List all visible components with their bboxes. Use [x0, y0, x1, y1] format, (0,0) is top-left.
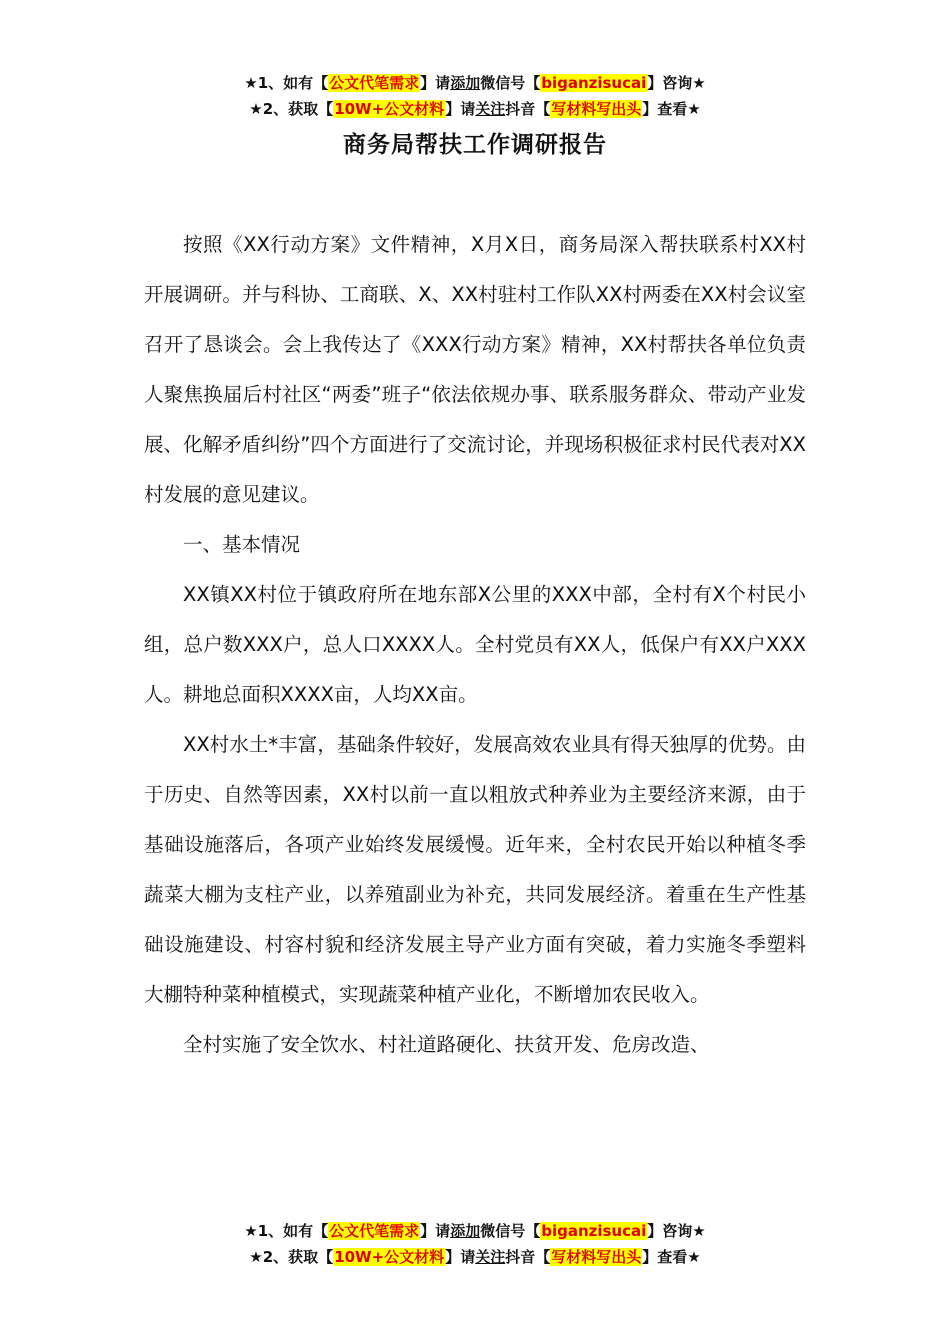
banner-line-1: ★1、如有【公文代笔需求】请添加微信号【biganzisucai】咨询★ [244, 74, 706, 92]
highlight-service: 公文代笔需求 [329, 74, 420, 92]
paragraph-development: XX村水土*丰富，基础条件较好，发展高效农业具有得天独厚的优势。由于历史、自然等因素，XX村以前一直以粗放式种养业为主要经济来源，由于基础设施落后，各项产业始终发展缓慢。近年来，全村农民开始以种植冬季蔬菜大棚为支柱产业，以养殖副业为补充，共同发展经济。着重在生产性基础设施建设、村容村貌和经济发展主导产业方面有突破，着力实施冬季塑料大棚特种菜种植模式，实现蔬菜种植产业化，不断增加农民收入。 [144, 733, 806, 1006]
banner-line-2: ★2、获取【10W+公文材料】请关注抖音【写材料写出头】查看★ [249, 100, 701, 118]
highlight-materials: 10W+公文材料 [334, 100, 445, 118]
paragraph-basic-info: XX镇XX村位于镇政府所在地东部X公里的XXX中部，全村有X个村民小组，总户数XXX户，总人口XXXX人。全村党员有XX人，低保户有XX户XXX人。耕地总面积XXXX亩，人均XX亩。 [144, 583, 806, 706]
document-body [144, 220, 806, 1070]
highlight-douyin: 写材料写出头 [551, 100, 642, 118]
highlight-wechat-id: biganzisucai [541, 74, 647, 92]
footer-banner-line-1: ★1、如有【公文代笔需求】请添加微信号【biganzisucai】咨询★ [244, 1222, 706, 1240]
section-heading-basic-info: 一、基本情况 [183, 533, 301, 556]
footer-banner-line-2: ★2、获取【10W+公文材料】请关注抖音【写材料写出头】查看★ [249, 1248, 701, 1266]
footer-banner [0, 1218, 950, 1270]
paragraph-intro: 按照《XX行动方案》文件精神，X月X日，商务局深入帮扶联系村XX村开展调研。并与科协、工商联、X、XX村驻村工作队XX村两委在XX村会议室召开了恳谈会。会上我传达了《XXX行动方案》精神，XX村帮扶各单位负责人聚焦换届后村社区“两委”班子“依法依规办事、联系服务群众、带动产业发展、化解矛盾纠纷”四个方面进行了交流讨论，并现场积极征求村民代表对XX村发展的意见建议。 [144, 233, 806, 506]
document-title: 商务局帮扶工作调研报告 [343, 132, 607, 158]
header-banner [0, 70, 950, 122]
paragraph-projects: 全村实施了安全饮水、村社道路硬化、扶贫开发、危房改造、 [183, 1033, 710, 1056]
